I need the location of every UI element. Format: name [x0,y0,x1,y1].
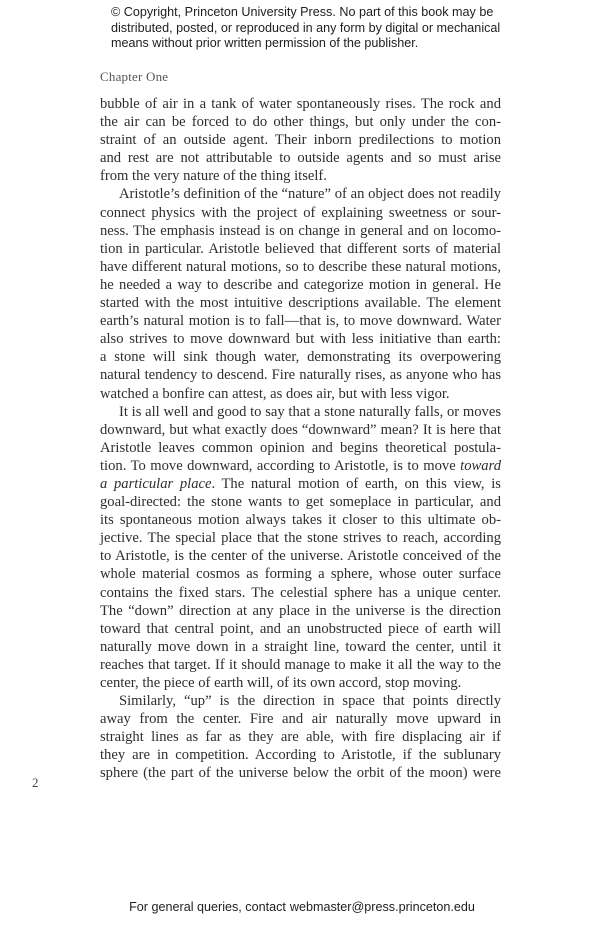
text-line: downward, but what exactly does “downward” mean? It is here that [100,421,501,438]
text-line: The “down” direction at any place in the universe is the direction [100,602,501,619]
text-line: toward that central point, and an unobstructed piece of earth will [100,620,501,637]
text-line: tion in particular. Aristotle believed that different sorts of material [100,240,501,257]
copyright-notice-line: means without prior written permission of the publisher. [111,36,419,51]
text-line: earth’s natural motion is to fall—that is, to move downward. Water [100,313,501,330]
paragraph-start-line: It is all well and good to say that a stone naturally falls, or moves [119,403,501,420]
text-run: tion. To move downward, according to Aristotle, is to move [100,457,461,474]
paragraph-end-line: center, the piece of earth will, of its own accord, stop moving. [100,675,462,691]
text-line: contains the fixed stars. The celestial sphere has a unique center. [100,584,501,601]
text-line: they are in competition. According to Aristotle, if the sublunary [100,747,501,764]
copyright-notice [111,5,511,52]
text-line: also strives to move downward but with less initiative than earth: [100,331,501,348]
text-line: its spontaneous motion always takes it closer to this ultimate ob- [100,512,501,529]
paragraph-end-line: from the very nature of the thing itself. [100,168,327,185]
body-text [100,95,501,783]
text-line: jective. The special place that the stone strives to reach, according [100,530,501,547]
italic-run: a particular place [100,475,212,492]
paragraph-end-line: watched a bonfire can attest, as does air, but with less vigor. [100,385,450,402]
text-line: the air can be forced to do other things, but only under the con- [100,114,501,131]
text-line: ness. The emphasis instead is on change in general and on locomo- [100,222,501,239]
text-line: a stone will sink though water, demonstrating its overpowering [100,349,501,366]
copyright-notice-line: distributed, posted, or reproduced in any form by digital or mechanical [111,20,501,35]
text-line: and rest are not attributable to outside agents and so must arise [100,150,501,167]
text-line: straint of an outside agent. Their inborn predilections to motion [100,132,501,149]
footer-email-link[interactable]: webmaster@press.princeton.edu [289,900,475,914]
copyright-notice-line: © Copyright, Princeton University Press. No part of this book may be [111,5,494,19]
text-line: reaches that target. If it should manage to make it all the way to the [100,656,501,673]
text-line: have different natural motions, so to describe these natural motions, [100,258,501,275]
text-run: . The natural motion of earth, on this view, is [211,475,501,492]
text-line: sphere (the part of the universe below the orbit of the moon) were [100,765,501,782]
italic-run: toward [460,457,501,474]
text-line: to Aristotle, is the center of the universe. Aristotle conceived of the [100,548,501,565]
text-line: connect physics with the project of explaining sweetness or sour- [100,204,501,221]
text-line: he needed a way to describe and categorize motion in general. He [100,276,501,293]
text-line: natural tendency to descend. Fire naturally rises, as anyone who has [100,367,501,384]
footer-contact [0,900,600,914]
text-line-with-italic [100,457,501,475]
text-line: started with the most intuitive descriptions available. The element [100,295,501,312]
page-number: 2 [32,775,39,790]
text-line: bubble of air in a tank of water spontaneously rises. The rock and [100,96,501,112]
running-head: Chapter One [100,69,169,84]
paragraph-start-line: Similarly, “up” is the direction in space that points directly [119,693,501,710]
text-line: straight lines as far as they are able, with fire displacing air if [100,729,501,746]
footer-text: For general queries, contact [129,900,286,914]
text-line: naturally move down in a straight line, toward the center, until it [100,638,501,655]
paragraph-start-line: Aristotle’s definition of the “nature” of an object does not readily [119,186,501,203]
text-line: goal-directed: the stone wants to get someplace in particular, and [100,494,501,511]
text-line-with-italic [100,475,501,493]
text-line: away from the center. Fire and air naturally move upward in [100,711,501,728]
text-line: Aristotle leaves common opinion and begins theoretical postula- [100,439,501,456]
text-line: whole material cosmos as forming a sphere, whose outer surface [100,566,501,583]
